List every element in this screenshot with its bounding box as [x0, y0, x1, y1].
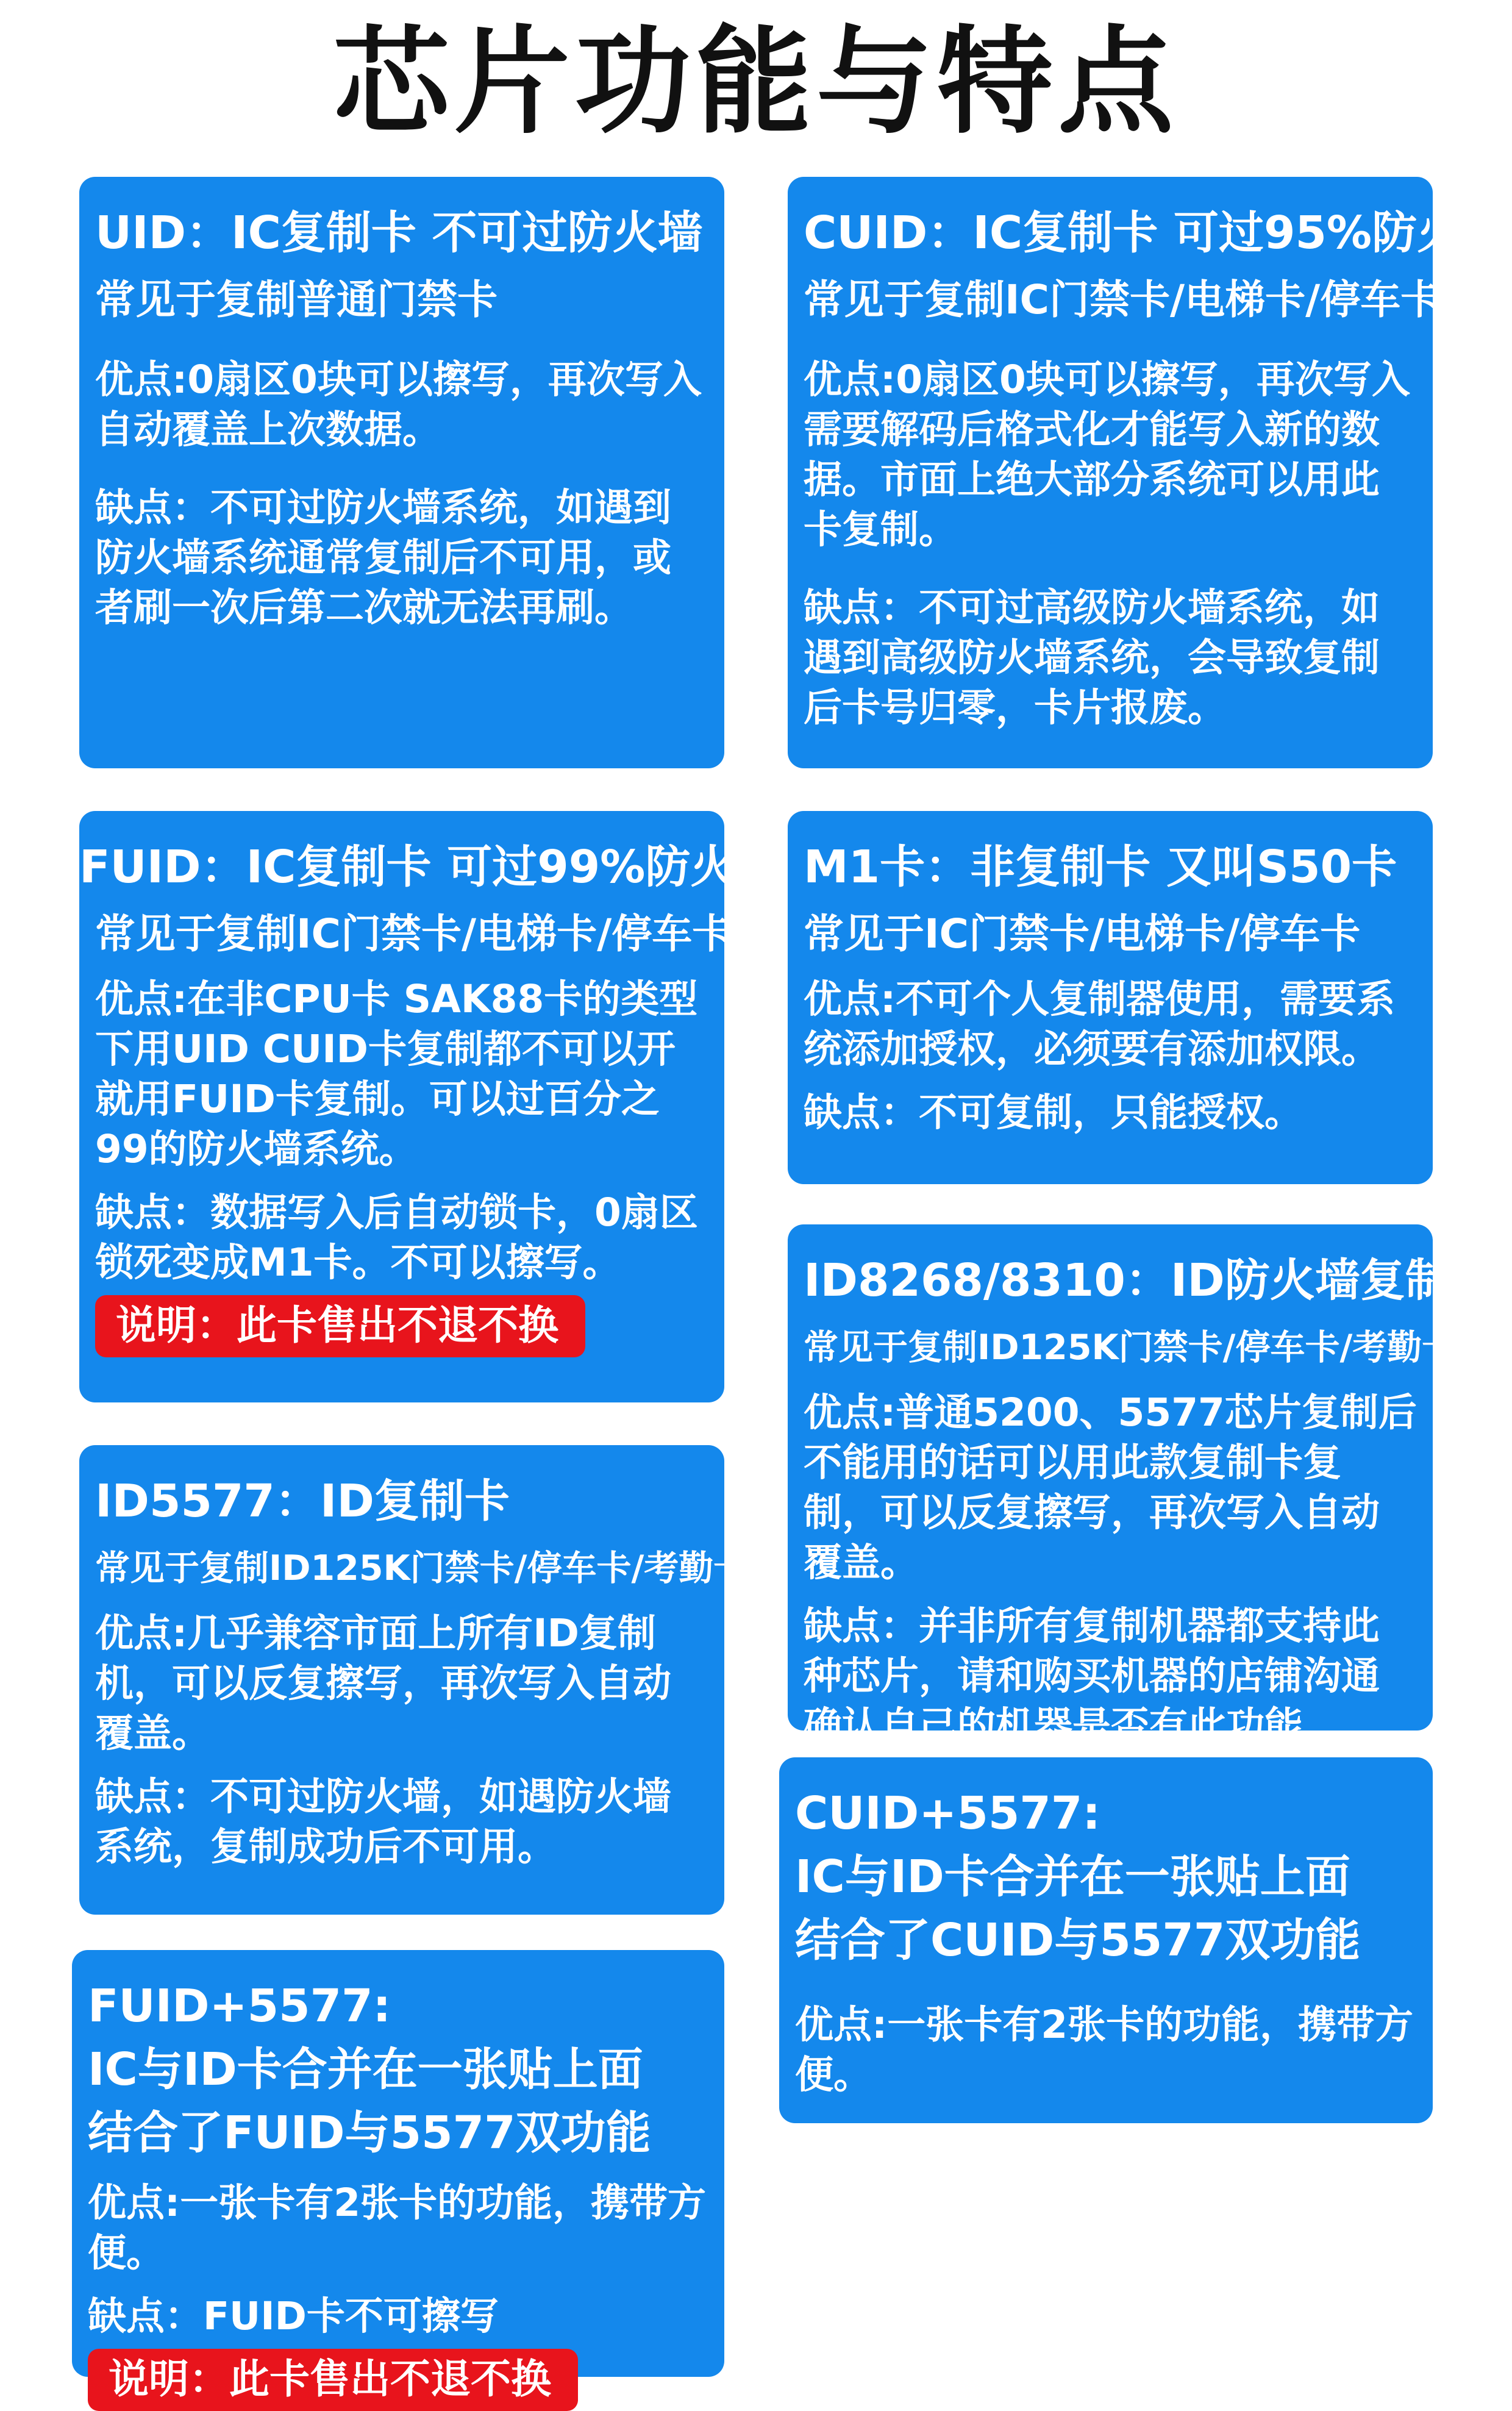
card-m1: [788, 811, 1433, 1184]
card-line-combo: IC与ID卡合并在一张贴上面: [88, 2043, 643, 2096]
card-pros: 优点:普通5200、5577芯片复制后不能用的话可以用此款复制卡复制，可以反复擦写，再次写入自动覆盖。: [804, 1390, 1417, 1585]
card-heading: M1卡：非复制卡 又叫S50卡: [804, 841, 1397, 893]
card-fuid: [79, 811, 781, 1402]
card-id8268: [788, 1224, 1496, 1748]
card-line-functions: 结合了CUID与5577双功能: [795, 1914, 1361, 1966]
card-pros: 优点:一张卡有2张卡的功能，携带方便。: [795, 2002, 1414, 2097]
card-usage: 常见于复制IC门禁卡/电梯卡/停车卡: [95, 910, 733, 957]
card-heading: UID：IC复制卡 不可过防火墙: [95, 207, 703, 259]
card-heading: ID5577：ID复制卡: [95, 1475, 510, 1527]
card-heading: ID8268/8310：ID防火墙复制卡: [804, 1254, 1496, 1307]
card-uid: [79, 177, 724, 768]
card-cons: 缺点：不可过防火墙系统，如遇到防火墙系统通常复制后不可用，或者刷一次后第二次就无法再刷。: [95, 485, 671, 630]
no-return-notice-badge: 说明：此卡售出不退不换: [88, 2349, 578, 2411]
card-heading: FUID+5577:: [88, 1980, 391, 2032]
card-heading: FUID：IC复制卡 可过99%防火墙: [79, 841, 781, 893]
card-cons: 缺点：FUID卡不可擦写: [88, 2294, 499, 2338]
card-usage: 常见于复制ID125K门禁卡/停车卡/考勤卡: [804, 1327, 1457, 1368]
card-cuid: [788, 177, 1508, 768]
card-id5577: [79, 1445, 749, 1915]
card-pros: 优点:不可个人复制器使用，需要系统添加授权，必须要有添加权限。: [804, 977, 1396, 1071]
card-cons: 缺点：并非所有复制机器都支持此种芯片，请和购买机器的店铺沟通确认自己的机器是否有此功能。: [804, 1604, 1380, 1748]
no-return-notice-badge: 说明：此卡售出不退不换: [95, 1295, 585, 1357]
card-usage: 常见于复制ID125K门禁卡/停车卡/考勤卡: [95, 1548, 749, 1588]
card-body: [79, 907, 733, 1357]
card-usage: 常见于复制普通门禁卡: [95, 276, 497, 323]
card-usage: 常见于IC门禁卡/电梯卡/停车卡: [804, 910, 1361, 957]
card-cons: 缺点：数据写入后自动锁卡，0扇区锁死变成M1卡。不可以擦写。: [95, 1190, 698, 1285]
card-line-functions: 结合了FUID与5577双功能: [88, 2107, 651, 2159]
card-pros: 优点:一张卡有2张卡的功能，携带方便。: [88, 2181, 707, 2275]
card-pros: 优点:0扇区0块可以擦写，再次写入需要解码后格式化才能写入新的数据。市面上绝大部分系统可以用此卡复制。: [804, 357, 1410, 552]
card-pros: 优点:0扇区0块可以擦写，再次写入自动覆盖上次数据。: [95, 357, 702, 452]
card-cons: 缺点：不可过防火墙，如遇防火墙系统，复制成功后不可用。: [95, 1774, 671, 1869]
card-cons: 缺点：不可过高级防火墙系统，如遇到高级防火墙系统，会导致复制后卡号归零，卡片报废。: [804, 585, 1380, 730]
card-cons: 缺点：不可复制，只能授权。: [804, 1090, 1303, 1135]
card-usage: 常见于复制IC门禁卡/电梯卡/停车卡: [804, 276, 1441, 323]
card-pros: 优点:在非CPU卡 SAK88卡的类型下用UID CUID卡复制都不可以开就用FUID卡复制。可以过百分之99的防火墙系统。: [95, 977, 698, 1171]
card-pros: 优点:几乎兼容市面上所有ID复制机，可以反复擦写，再次写入自动覆盖。: [95, 1611, 671, 1756]
card-heading: CUID：IC复制卡 可过95%防火墙: [804, 207, 1508, 259]
page-title: 芯片功能与特点: [333, 15, 1179, 149]
card-heading: CUID+5577:: [795, 1787, 1100, 1840]
card-line-combo: IC与ID卡合并在一张贴上面: [795, 1851, 1350, 1903]
card-cuid-5577: [779, 1757, 1433, 2123]
card-fuid-5577: [72, 1950, 724, 2402]
